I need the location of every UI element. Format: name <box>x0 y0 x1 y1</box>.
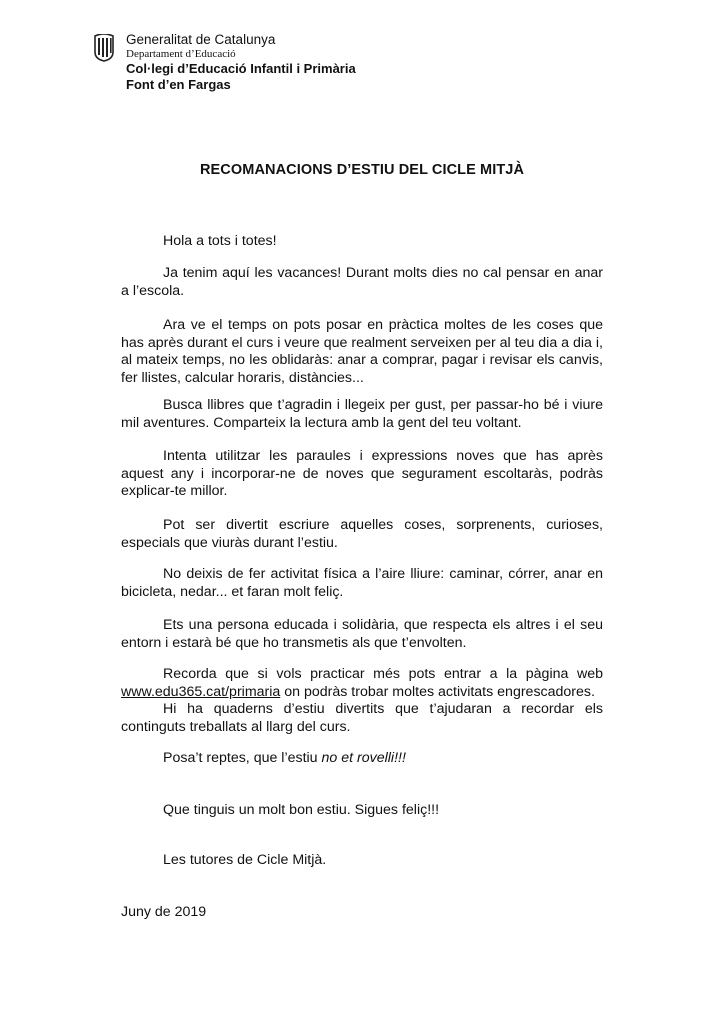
letterhead <box>92 32 512 98</box>
paragraph-educada: Ets una persona educada i solidària, que respecta els altres i el seu entorn i estarà bé que ho transmetis als que t’envolten. <box>121 617 603 651</box>
closing-wish: Que tinguis un molt bon estiu. Sigues feliç!!! <box>163 802 440 818</box>
reptes-italic: no et rovelli!!! <box>321 750 406 766</box>
date: Juny de 2019 <box>121 904 207 920</box>
edu365-link[interactable]: www.edu365.cat/primaria <box>121 683 281 700</box>
paragraph-web <box>121 666 603 701</box>
web-text-after: on podràs trobar moltes activitats engrescadores. <box>284 683 595 700</box>
generalitat-logo <box>92 34 116 62</box>
paragraph-escriure: Pot ser divertit escriure aquelles coses, sorprenents, curioses, especials que viuràs durant l’estiu. <box>121 517 603 551</box>
paragraph-reptes <box>121 750 603 768</box>
paragraph-quaderns: Hi ha quaderns d’estiu divertits que t’ajudaran a recordar els continguts treballats al llarg del curs. <box>121 701 603 735</box>
signature: Les tutores de Cicle Mitjà. <box>163 852 327 868</box>
school-name-line2: Font d’en Fargas <box>126 77 231 92</box>
paragraph-vacances: Ja tenim aquí les vacances! Durant molts dies no cal pensar en anar a l’escola. <box>121 265 603 299</box>
generalitat-logo-icon <box>92 34 116 62</box>
letterhead-text <box>126 32 356 93</box>
school-name-line1: Col·legi d’Educació Infantil i Primària <box>126 61 356 76</box>
greeting: Hola a tots i totes! <box>163 233 277 249</box>
paragraph-activitat-fisica: No deixis de fer activitat física a l’aire lliure: caminar, córrer, anar en bicicleta, nedar... et faran molt feliç. <box>121 566 603 600</box>
department-name: Departament d’Educació <box>126 48 236 60</box>
paragraph-llibres: Busca llibres que t’agradin i llegeix per gust, per passar-ho bé i viure mil aventures. Comparteix la lectura amb la gent del teu voltant. <box>121 397 603 431</box>
page-title: RECOMANACIONS D’ESTIU DEL CICLE MITJÀ <box>199 162 525 178</box>
paragraph-practica: Ara ve el temps on pots posar en pràctica moltes de les coses que has après durant el curs i veure que realment serveixen per al teu dia a dia i, al mateix temps, no les oblidaràs: anar a comprar, pagar i revisar els canvis, fer llistes, calcular horaris, distàncies... <box>121 317 603 386</box>
paragraph-paraules: Intenta utilitzar les paraules i expressions noves que has après aquest any i incorporar-ne de noves que segurament escoltaràs, podràs explicar-te millor. <box>121 448 603 499</box>
web-text-before: Recorda que si vols practicar més pots entrar a la pàgina web <box>163 666 603 682</box>
organization-name: Generalitat de Catalunya <box>126 32 276 47</box>
reptes-text: Posa’t reptes, que l’estiu <box>163 750 318 766</box>
